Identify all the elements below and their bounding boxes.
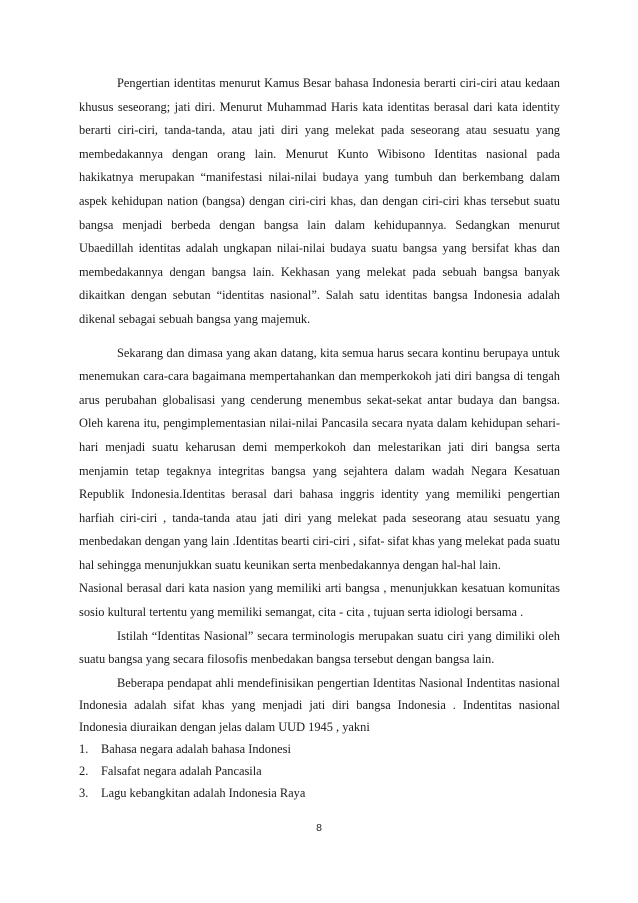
- page-content: [79, 72, 560, 804]
- list-item: [79, 760, 560, 782]
- paragraph-istilah: Istilah “Identitas Nasional” secara terminologis merupakan suatu ciri yang dimiliki oleh suatu bangsa yang secara filosofis menbedakan bangsa tersebut dengan bangsa lain.: [79, 628, 560, 667]
- paragraph-pendapat-ahli: Beberapa pendapat ahli mendefinisikan pengertian Identitas Nasional Indentitas nasional Indonesia adalah sifat khas yang menjadi jati diri bangsa Indonesia . Indentitas nasional Indonesia diuraikan dengan jelas dalam UUD 1945 , yakni: [79, 675, 560, 734]
- list-item: [79, 782, 560, 804]
- list-item-number: 3.: [79, 785, 89, 800]
- paragraph-globalisasi: Sekarang dan dimasa yang akan datang, kita semua harus secara kontinu berupaya untuk menemukan cara-cara bagaimana mempertahankan dan memperkokoh jati diri bangsa di tengah arus perubahan globalisasi yang cenderung menembus sekat-sekat antar budaya dan bangsa. Oleh karena itu, pengimplementasian nilai-nilai Pancasila secara nyata dalam kehidupan sehari-hari menjadi suatu keharusan demi memperkokoh dan melestarikan jati diri bangsa serta menjamin tetap tegaknya integritas bangsa yang sejahtera dalam wadah Negara Kesatuan Republik Indonesia.Identitas berasal dari bahasa inggris identity yang memiliki pengertian harfiah ciri-ciri , tanda-tanda atau jati diri yang melekat pada seseorang atau sesuatu yang menbedakan dengan yang lain .Identitas bearti ciri-ciri , sifat- sifat khas yang melekat pada suatu hal sehingga menunjukkan suatu keunikan serta menbedakannya dengan hal-hal lain.: [79, 345, 560, 572]
- page-number: 8: [316, 822, 322, 834]
- list-item-text: Falsafat negara adalah Pancasila: [101, 763, 262, 778]
- identity-list: [79, 738, 560, 804]
- list-item-text: Bahasa negara adalah bahasa Indonesi: [101, 741, 291, 756]
- list-item: [79, 738, 560, 760]
- list-item-number: 1.: [79, 741, 89, 756]
- list-item-number: 2.: [79, 763, 89, 778]
- list-item-text: Lagu kebangkitan adalah Indonesia Raya: [101, 785, 306, 800]
- paragraph-nasional: Nasional berasal dari kata nasion yang memiliki arti bangsa , menunjukkan kesatuan komunitas sosio kultural tertentu yang memiliki semangat, cita - cita , tujuan serta idiologi bersama .: [79, 581, 560, 620]
- paragraph-identitas-definition: Pengertian identitas menurut Kamus Besar bahasa Indonesia berarti ciri-ciri atau kedaan khusus seseorang; jati diri. Menurut Muhammad Haris kata identitas berasal dari kata identity berarti ciri-ciri, tanda-tanda, atau jati diri yang melekat pada seseorang atau sesuatu yang membedakannya dengan orang lain. Menurut Kunto Wibisono Identitas nasional pada hakikatnya merupakan “manifestasi nilai-nilai budaya yang tumbuh dan berkembang dalam aspek kehidupan nation (bangsa) dengan ciri-ciri khas, dan dengan ciri-ciri khas tersebut suatu bangsa menjadi berbeda dengan bangsa lain dalam kehidupannya. Sedangkan menurut Ubaedillah identitas adalah ungkapan nilai-nilai budaya suatu bangsa yang bersifat khas dan membedakannya dengan bangsa lain. Kekhasan yang melekat pada sebuah bangsa banyak dikaitkan dengan sebutan “identitas nasional”. Salah satu identitas bangsa Indonesia adalah dikenal sebagai sebuah bangsa yang majemuk.: [79, 76, 560, 326]
